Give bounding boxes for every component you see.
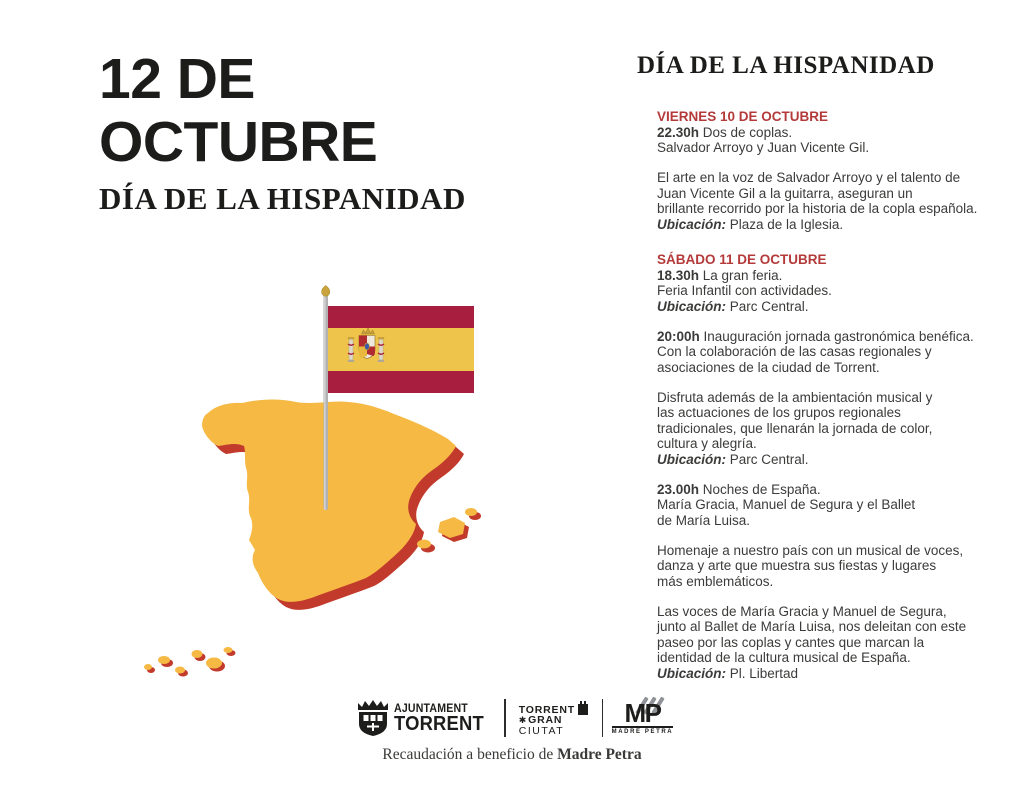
event-text: danza y arte que muestra sus fiestas y lugares <box>657 558 937 573</box>
torrent-gran-ciutat-logo <box>519 700 589 737</box>
flag-pole <box>324 295 329 510</box>
spanish-flag <box>328 306 474 393</box>
ajuntament-torrent-logo <box>356 698 492 738</box>
text-line <box>657 360 1017 376</box>
text-line <box>657 217 1017 233</box>
event-text: Pl. Libertad <box>726 665 799 681</box>
event-text: Juan Vicente Gil a la guitarra, aseguran un <box>657 185 913 201</box>
mp-monogram: MP <box>624 697 661 728</box>
text-line <box>657 666 1017 682</box>
event-paragraph <box>657 329 1017 376</box>
event-time: 22.30h <box>657 124 700 140</box>
gran-ciutat-row2 <box>519 715 562 726</box>
location-label: Ubicación: <box>657 298 727 314</box>
text-line <box>657 405 1017 421</box>
event-text: Parc Central. <box>726 451 809 467</box>
event-text: cultura y alegría. <box>657 436 757 451</box>
text-line <box>657 436 1017 452</box>
madre-petra-logo <box>611 697 674 736</box>
event-text: Noches de España. <box>699 481 821 497</box>
text-line <box>657 283 1017 299</box>
event-text: Las voces de María Gracia y Manuel de Segura, <box>657 603 947 619</box>
event-text: Salvador Arroyo y Juan Vicente Gil. <box>657 140 870 155</box>
event-text: más emblemáticos. <box>657 573 774 589</box>
flag-finial <box>322 286 330 297</box>
poster-subtitle: DÍA DE LA HISPANIDAD <box>99 181 466 216</box>
logo-divider <box>602 699 604 737</box>
text-line <box>657 125 1017 141</box>
text-line <box>657 497 1017 513</box>
section-viernes <box>657 109 1017 232</box>
credit-beneficiary: Madre Petra <box>557 746 642 763</box>
text-line <box>657 299 1017 315</box>
gran-ciutat-row1 <box>519 700 589 715</box>
event-time: 23.00h <box>657 481 700 497</box>
event-time: 20:00h <box>657 328 700 344</box>
text-line <box>657 344 1017 360</box>
poster-title-line1: 12 DE <box>99 47 255 111</box>
credit-text: Recaudación a beneficio de <box>382 746 558 763</box>
credit-line <box>0 746 1024 764</box>
footer-logos <box>0 695 1024 741</box>
text-line <box>657 635 1017 651</box>
text-line <box>657 543 1017 559</box>
text-line <box>657 619 1017 635</box>
event-text: Plaza de la Iglesia. <box>726 216 844 232</box>
gc-torrent-label: TORRENT <box>518 703 575 716</box>
text-line <box>657 452 1017 468</box>
event-text: tradicionales, que llenarán la jornada de color, <box>657 420 933 436</box>
event-text: junto al Ballet de María Luisa, nos deleitan con este <box>657 619 967 634</box>
poster-title-line2: OCTUBRE <box>99 110 378 174</box>
event-time: 18.30h <box>657 267 700 283</box>
text-line <box>657 513 1017 529</box>
logo-divider <box>504 699 506 737</box>
event-text: María Gracia, Manuel de Segura y el Ballet <box>657 497 916 512</box>
canary-islands <box>144 647 236 677</box>
asterisk-icon: ✱ <box>518 714 528 725</box>
balearic-islands <box>417 508 481 553</box>
mp-sub-label: MADRE PETRA <box>612 726 674 736</box>
text-line <box>657 201 1017 217</box>
text-line <box>657 604 1017 620</box>
event-text: Con la colaboración de las casas regionales y <box>657 344 932 359</box>
torrent-crest-icon <box>356 698 390 738</box>
event-text: Inauguración jornada gastronómica benéfica. <box>699 328 974 344</box>
event-paragraph <box>657 390 1017 468</box>
program-heading: DÍA DE LA HISPANIDAD <box>637 52 935 79</box>
program <box>657 109 1017 696</box>
text-line <box>657 574 1017 590</box>
castle-tower-icon <box>577 700 589 715</box>
event-paragraph <box>657 604 1017 682</box>
text-line <box>657 558 1017 574</box>
text-line <box>657 390 1017 406</box>
event-text: Feria Infantil con actividades. <box>657 283 832 298</box>
event-text: Homenaje a nuestro país con un musical de voces, <box>657 542 964 558</box>
event-text: Dos de coplas. <box>699 124 793 140</box>
event-paragraph <box>657 543 1017 590</box>
text-line <box>657 140 1017 156</box>
event-text: La gran feria. <box>699 267 783 283</box>
text-line <box>657 170 1017 186</box>
events-sabado <box>657 268 1017 682</box>
event-text: las actuaciones de los grupos regionales <box>657 405 901 420</box>
event-text: El arte en la voz de Salvador Arroyo y el talento de <box>657 170 961 185</box>
event-text: asociaciones de la ciudad de Torrent. <box>657 359 880 375</box>
event-text: de María Luisa. <box>657 512 751 528</box>
day-heading-sabado: SÁBADO 11 DE OCTUBRE <box>657 252 827 267</box>
section-sabado <box>657 252 1017 681</box>
event-paragraph <box>657 170 1017 232</box>
text-line <box>657 186 1017 202</box>
event-text: Parc Central. <box>726 298 809 314</box>
event-text: paseo por las coplas y cantes que marcan la <box>657 634 925 650</box>
event-paragraph <box>657 268 1017 315</box>
event-text: Disfruta además de la ambientación musical y <box>657 389 933 405</box>
event-paragraph <box>657 482 1017 529</box>
gc-ciutat-label: CIUTAT <box>518 724 565 737</box>
text-line <box>657 268 1017 284</box>
gc-gran-label: GRAN <box>528 713 563 726</box>
location-label: Ubicación: <box>657 451 727 467</box>
location-label: Ubicación: <box>657 216 727 232</box>
spain-map-flag-graphic <box>118 282 498 682</box>
torrent-label: TORRENT <box>393 712 484 735</box>
event-text: brillante recorrido por la historia de la copla española. <box>657 201 978 216</box>
text-line <box>657 482 1017 498</box>
text-line <box>657 329 1017 345</box>
ajuntament-logo-text <box>394 704 484 733</box>
text-line <box>657 650 1017 666</box>
events-viernes <box>657 125 1017 233</box>
ajuntament-label: AJUNTAMENT <box>393 702 468 715</box>
event-text: identidad de la cultura musical de España. <box>657 650 911 665</box>
text-line <box>657 421 1017 437</box>
location-label: Ubicación: <box>657 665 727 681</box>
day-heading-viernes: VIERNES 10 DE OCTUBRE <box>657 109 829 124</box>
event-paragraph <box>657 125 1017 156</box>
